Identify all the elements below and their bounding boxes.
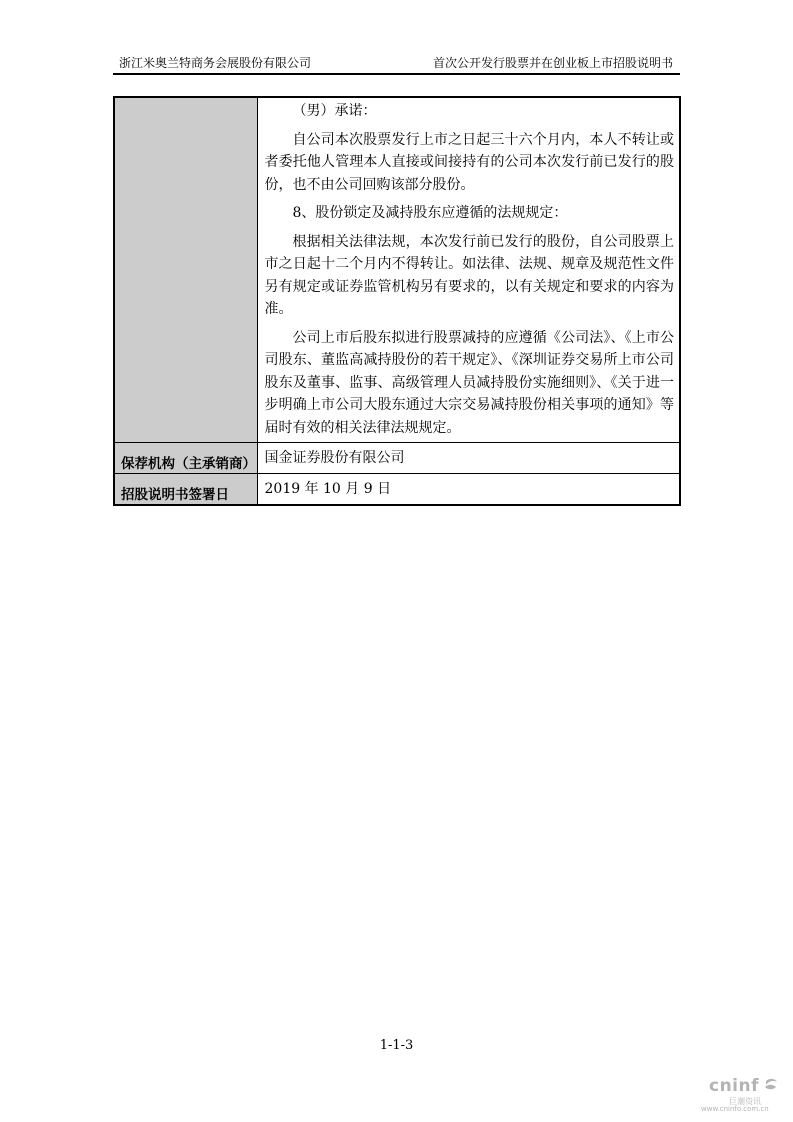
paragraph: 根据相关法律法规，本次发行前已发行的股份，自公司股票上市之日起十二个月内不得转让。如法律、法规、规章及规范性文件另有规定或证券监管机构另有要求的，以有关规定和要求的内容为准。 [264,233,674,317]
watermark-url: www.cninfo.com.cn [701,1105,769,1113]
page-number: 1-1-3 [379,1038,414,1053]
paragraph: 自公司本次股票发行上市之日起三十六个月内，本人不转让或者委托他人管理本人直接或间接持有的公司本次发行前已发行的股份，也不由公司回购该部分股份。 [264,131,674,193]
paragraph: （男）承诺： [292,103,377,119]
sponsor-value: 国金证券股份有限公司 [257,443,680,474]
paragraph: 公司上市后股东拟进行股票减持的应遵循《公司法》、《上市公司股东、董监高减持股份的若干规定》、《深圳证券交易所上市公司股东及董事、监事、高级管理人员减持股份实施细则》、《关于进一步明确上市公司大股东通过大宗交易减持股份相关事项的通知》等届时有效的相关法律法规规定。 [264,329,674,436]
table-row [114,443,680,474]
table-row [114,97,680,443]
company-name: 浙江米奥兰特商务会展股份有限公司 [119,56,312,70]
cninfo-watermark [699,1076,779,1113]
cninfo-logo-icon [763,1077,779,1093]
signing-date-label: 招股说明书签署日 [114,474,257,506]
watermark-logo-text: cninf [709,1076,760,1096]
signing-date-value: 2019 年 10 月 9 日 [257,474,680,506]
commitment-content-cell [257,97,680,443]
header-divider [113,73,680,75]
paragraph: 8、股份锁定及减持股东应遵循的法规规定： [292,205,568,221]
document-title: 首次公开发行股票并在创业板上市招股说明书 [432,56,673,70]
info-table [113,96,681,506]
page-header [113,56,679,74]
sponsor-label: 保荐机构（主承销商） [114,443,257,474]
watermark-subtitle: 巨潮资讯 [729,1097,761,1106]
table-row [114,474,680,506]
empty-label-cell [114,97,257,443]
